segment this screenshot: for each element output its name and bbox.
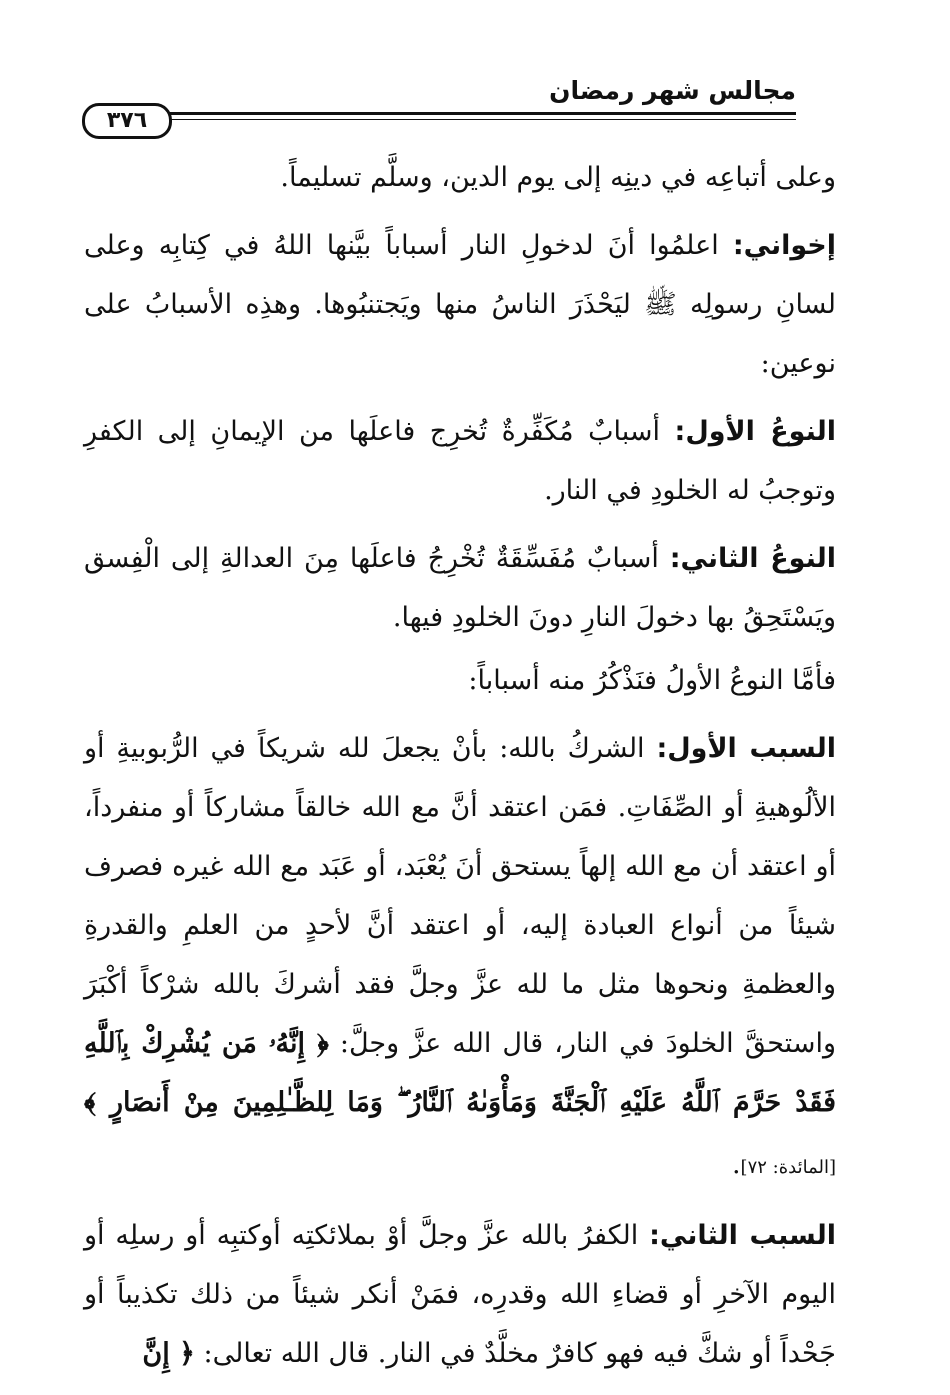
paragraph-lead: إخواني: <box>732 230 836 261</box>
paragraph <box>84 651 836 710</box>
quran-verse: ﴿ إِنَّهُۥ مَن يُشْرِكْ بِٱللَّهِ فَقَدْ حَرَّمَ ٱللَّهُ عَلَيْهِ ٱلْجَنَّةَ وَمَأْوَىٰهُ ٱلنَّارُ ۖ وَمَا لِلظَّـٰلِمِينَ مِنْ أَنصَارٍ ﴾ <box>84 1028 836 1118</box>
paragraph-text: فأمَّا النوعُ الأولُ فنَذْكُرُ منه أسباباً: <box>468 665 836 696</box>
header-rule-thick <box>160 112 796 115</box>
running-title: مجالس شهر رمضان <box>549 76 796 105</box>
page-body <box>84 148 836 1392</box>
verse-citation: [المائدة: ٧٢] <box>740 1157 836 1178</box>
paragraph-text: الكفرُ بالله عزَّ وجلَّ أوْ بملائكتِه أوكتبِه أو رسلِه أو اليوم الآخرِ أو قضاءِ الله وقدرِه، فمَنْ أنكر شيئاً من ذلك تكذيباً أو جَحْداً أو شكَّ فيه فهو كافرٌ مخلَّدٌ في النار. قال الله تعالى: <box>84 1220 836 1369</box>
paragraph <box>84 1206 836 1383</box>
paragraph-tail: . <box>731 1149 741 1180</box>
paragraph-lead: النوعُ الأول: <box>674 416 837 447</box>
paragraph-lead: السبب الثاني: <box>649 1220 836 1251</box>
paragraph-text: وعلى أتباعِه في دينِه إلى يوم الدين، وسلَّم تسليماً. <box>280 162 836 193</box>
page-number-badge: ٣٧٦ <box>82 103 172 139</box>
paragraph-text: اعلمُوا أنَ لدخولِ النار أسباباً بيَّنها اللهُ في كِتابِه وعلى لسانِ رسولِه ﷺ ليَحْذَرَ الناسُ منها ويَجتنبُوها. وهذِه الأسبابُ على نوعين: <box>84 230 836 379</box>
paragraph-text: أسبابٌ مُفَسِّقَةٌ تُخْرِجُ فاعلَها مِنَ العدالةِ إلى الْفِسق ويَسْتَحِقُ بها دخولَ النارِ دونَ الخلودِ فيها. <box>84 543 836 633</box>
paragraph-lead: النوعُ الثاني: <box>669 543 836 574</box>
paragraph-text: الشركُ بالله: بأنْ يجعلَ لله شريكاً في الرُّبوبيةِ أو الألُوهيةِ أو الصِّفَاتِ. فمَن اعتقد أنَّ مع الله خالقاً مشاركاً أو منفرداً، أو اعتقد أن مع الله إلهاً يستحق أنَ يُعْبَد، أو عَبَد مع الله غيره فصرف شيئاً من أنواع العبادة إليه، أو اعتقد أنَّ لأحدٍ من العلمِ والقدرةِ والعظمةِ ونحوها مثل ما لله عزَّ وجلَّ فقد أشركَ بالله شرْكاً أكْبَرَ واستحقَّ الخلودَ في النار، قال الله عزَّ وجلَّ: <box>84 733 836 1059</box>
paragraph <box>84 529 836 647</box>
paragraph <box>84 402 836 520</box>
paragraph <box>84 148 836 207</box>
paragraph-text: أسبابٌ مُكَفِّرةٌ تُخرِج فاعلَها من الإيمانِ إلى الكفرِ وتوجبُ له الخلودِ في النار. <box>84 416 836 506</box>
paragraph-lead: السبب الأول: <box>656 733 836 764</box>
quran-verse: ﴿ إِنَّ <box>142 1338 195 1369</box>
header-rule-thin <box>160 119 796 120</box>
paragraph <box>84 719 836 1197</box>
paragraph <box>84 216 836 393</box>
